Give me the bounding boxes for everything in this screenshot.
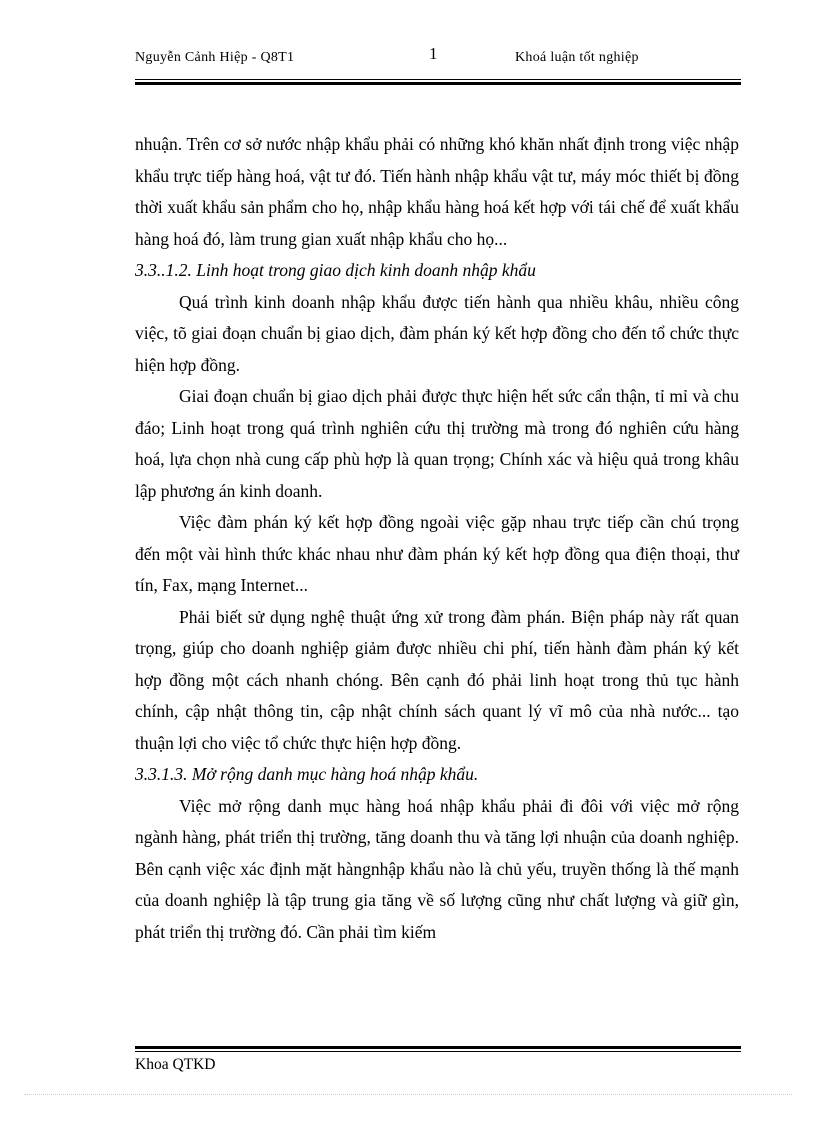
paragraph-continuation: nhuận. Trên cơ sở nước nhập khẩu phải có những khó khăn nhất định trong việc nhập khẩu trực tiếp hàng hoá, vật tư đó. Tiến hành nhập khẩu vật tư, máy móc thiết bị đồng thời xuất khẩu sản phẩm cho họ, nhập khẩu hàng hoá kết hợp với tái chế để xuất khẩu hàng hoá đó, làm trung gian xuất nhập khẩu cho họ...	[135, 134, 739, 249]
paragraph-product-range: Việc mở rộng danh mục hàng hoá nhập khẩu phải đi đôi với việc mở rộng ngành hàng, phát triển thị trường, tăng doanh thu và tăng lợi nhuận của doanh nghiệp. Bên cạnh việc xác định mặt hàngnhập khẩu nào là chủ yếu, truyền thống là thế mạnh của doanh nghiệp là tập trung gia tăng về số lượng cũng như chất lượng và giữ gìn, phát triển thị trường đó. Cần phải tìm kiếm	[135, 795, 739, 942]
paragraph-negotiation-skills: Phải biết sử dụng nghệ thuật ứng xử trong đàm phán. Biện pháp này rất quan trọng, giúp cho doanh nghiệp giảm được nhiều chi phí, tiến hành đàm phán ký kết hợp đồng một cách nhanh chóng. Bên cạnh đó phải linh hoạt trong thủ tục hành chính, cập nhật thông tin, cập nhật chính sách quant lý vĩ mô của nhà nước... tạo thuận lợi cho việc tổ chức thực hiện hợp đồng.	[135, 606, 739, 753]
paragraph-negotiation: Việc đàm phán ký kết hợp đồng ngoài việc gặp nhau trực tiếp cần chú trọng đến một vài hình thức khác nhau như đàm phán ký kết hợp đồng qua điện thoại, thư tín, Fax, mạng Internet...	[135, 512, 739, 595]
page-edge-dotted-line	[24, 1094, 792, 1095]
section-heading-3-3-1-3: 3.3.1.3. Mở rộng danh mục hàng hoá nhập khẩu.	[135, 764, 479, 784]
footer-rule-thin	[135, 1051, 741, 1052]
footer-rule-thick	[135, 1046, 741, 1049]
footer-department: Khoa QTKD	[135, 1056, 216, 1073]
header-rule-thin	[135, 79, 741, 80]
header-document-type: Khoá luận tốt nghiệp	[515, 50, 639, 65]
page-header	[135, 44, 741, 76]
header-page-number: 1	[429, 44, 438, 63]
paragraph-preparation: Giai đoạn chuẩn bị giao dịch phải được thực hiện hết sức cẩn thận, tỉ mỉ và chu đáo; Linh hoạt trong quá trình nghiên cứu thị trường mà trong đó nghiên cứu hàng hoá, lựa chọn nhà cung cấp phù hợp là quan trọng; Chính xác và hiệu quả trong khâu lập phương án kinh doanh.	[135, 386, 739, 501]
header-rule-thick	[135, 82, 741, 85]
page-body	[135, 129, 739, 948]
header-author: Nguyễn Cảnh Hiệp - Q8T1	[135, 50, 295, 65]
section-heading-3-3-1-2: 3.3..1.2. Linh hoạt trong giao dịch kinh doanh nhập khẩu	[135, 260, 536, 280]
paragraph-process: Quá trình kinh doanh nhập khẩu được tiến hành qua nhiều khâu, nhiều công việc, tõ giai đoạn chuẩn bị giao dịch, đàm phán ký kết hợp đồng cho đến tổ chức thực hiện hợp đồng.	[135, 291, 739, 375]
